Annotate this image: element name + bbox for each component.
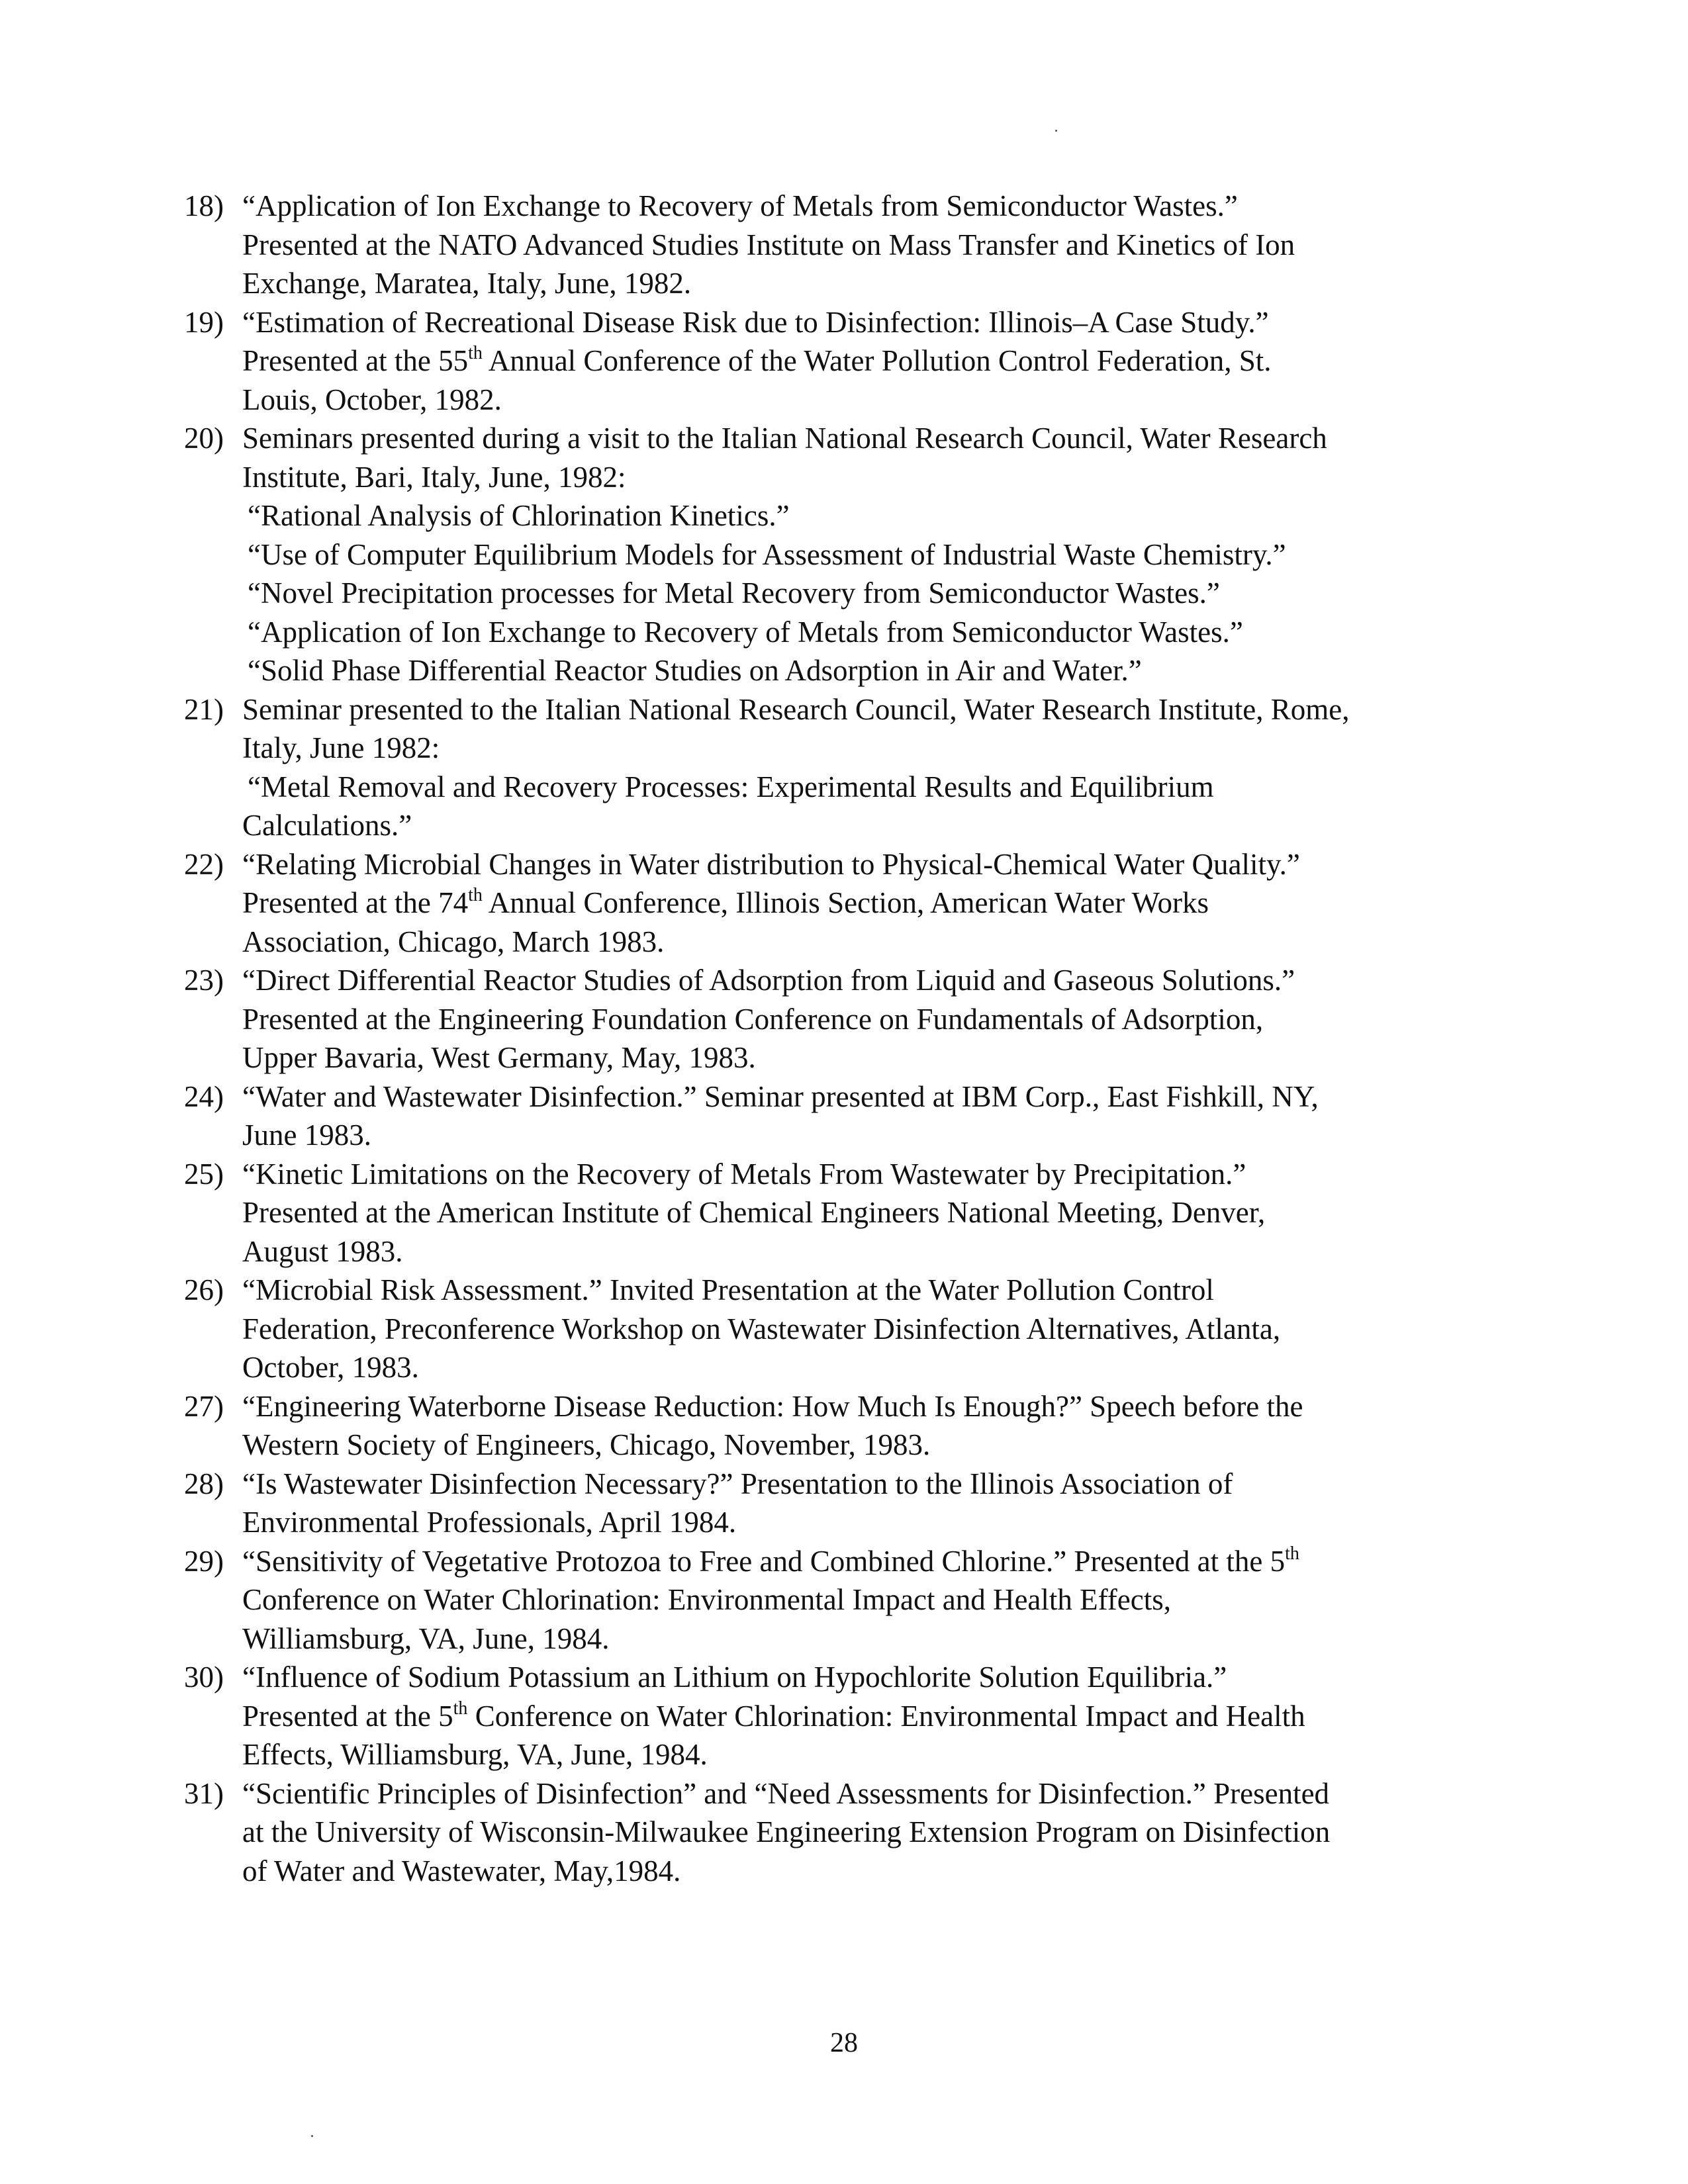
text-segment: “Sensitivity of Vegetative Protozoa to Free and Combined Chlorine.” Presented at the 5 (242, 1544, 1286, 1578)
item-number: 25) (184, 1157, 224, 1191)
superscript: th (1285, 1543, 1299, 1564)
item-text-line: Upper Bavaria, West Germany, May, 1983. (242, 1041, 756, 1074)
text-segment: Presented at the 74 (242, 886, 469, 919)
item-text-line: Louis, October, 1982. (242, 383, 502, 416)
list-item (184, 961, 1495, 1077)
seminar-title: “Use of Computer Equilibrium Models for Assessment of Industrial Waste Chemistry.” (248, 537, 1286, 571)
item-text-line: “Application of Ion Exchange to Recovery of Metals from Semiconductor Wastes.” (242, 189, 1238, 222)
list-item (184, 1465, 1495, 1542)
superscript: th (453, 1698, 468, 1719)
seminar-title: “Metal Removal and Recovery Processes: Experimental Results and Equilibrium (248, 770, 1214, 803)
item-text-line: Presented at the NATO Advanced Studies Institute on Mass Transfer and Kinetics of Ion (242, 228, 1295, 261)
text-segment: Presented at the 55 (242, 344, 469, 377)
item-text-line: Association, Chicago, March 1983. (242, 925, 665, 958)
item-text-line: “Influence of Sodium Potassium an Lithium on Hypochlorite Solution Equilibria.” (242, 1661, 1227, 1694)
list-item (184, 419, 1495, 690)
item-text-line: Calculations.” (242, 809, 412, 842)
item-text-line: “Engineering Waterborne Disease Reduction: How Much Is Enough?” Speech before the (242, 1389, 1303, 1423)
list-item (184, 1542, 1495, 1659)
item-text-line: Presented at the American Institute of Chemical Engineers National Meeting, Denver, (242, 1196, 1266, 1229)
item-text-line: Western Society of Engineers, Chicago, November, 1983. (242, 1428, 931, 1461)
item-number: 26) (184, 1273, 224, 1306)
item-text-line: June 1983. (242, 1118, 371, 1152)
text-segment: Annual Conference of the Water Pollution Control Federation, St. (482, 344, 1272, 377)
item-text-line (242, 341, 1495, 381)
publication-list (184, 187, 1495, 1890)
item-text-line: Williamsburg, VA, June, 1984. (242, 1621, 610, 1655)
seminar-title-list (242, 496, 1495, 690)
item-number: 30) (184, 1661, 224, 1694)
item-text-line: Effects, Williamsburg, VA, June, 1984. (242, 1738, 708, 1771)
item-number: 21) (184, 692, 224, 726)
item-text-line (242, 884, 1495, 923)
item-text-line: “Microbial Risk Assessment.” Invited Presentation at the Water Pollution Control (242, 1273, 1214, 1306)
seminar-title: “Solid Phase Differential Reactor Studies on Adsorption in Air and Water.” (248, 654, 1142, 687)
item-text-line (242, 1542, 1495, 1581)
item-text-line: at the University of Wisconsin-Milwaukee Engineering Extension Program on Disinfection (242, 1815, 1331, 1848)
item-text-line: “Scientific Principles of Disinfection” and “Need Assessments for Disinfection.” Presented (242, 1776, 1330, 1810)
seminar-title: “Novel Precipitation processes for Metal Recovery from Semiconductor Wastes.” (248, 576, 1220, 610)
item-number: 20) (184, 422, 224, 455)
item-number: 24) (184, 1079, 224, 1113)
list-item (184, 1387, 1495, 1465)
item-text-line: “Kinetic Limitations on the Recovery of Metals From Wastewater by Precipitation.” (242, 1157, 1246, 1191)
list-item (184, 690, 1495, 845)
item-text-line: August 1983. (242, 1234, 403, 1268)
superscript: th (468, 885, 483, 905)
item-text-line: of Water and Wastewater, May,1984. (242, 1854, 681, 1888)
item-text-line: Institute, Bari, Italy, June, 1982: (242, 460, 626, 494)
list-item (184, 845, 1495, 962)
list-item (184, 1658, 1495, 1774)
text-segment: Presented at the 5 (242, 1699, 453, 1733)
item-text-line: Environmental Professionals, April 1984. (242, 1506, 737, 1539)
item-text-line: “Water and Wastewater Disinfection.” Seminar presented at IBM Corp., East Fishkill, NY, (242, 1079, 1319, 1113)
item-text-line: “Is Wastewater Disinfection Necessary?” Presentation to the Illinois Association of (242, 1467, 1233, 1500)
item-text-line: Conference on Water Chlorination: Environmental Impact and Health Effects, (242, 1583, 1171, 1616)
text-segment: Annual Conference, Illinois Section, American Water Works (482, 886, 1209, 919)
item-text-line: Exchange, Maratea, Italy, June, 1982. (242, 267, 692, 300)
item-number: 28) (184, 1467, 224, 1500)
item-text-line: “Direct Differential Reactor Studies of Adsorption from Liquid and Gaseous Solutions.” (242, 964, 1295, 997)
item-number: 23) (184, 964, 224, 997)
superscript: th (468, 343, 483, 363)
list-item (184, 1155, 1495, 1271)
item-text-line: Federation, Preconference Workshop on Wastewater Disinfection Alternatives, Atlanta, (242, 1312, 1281, 1345)
seminar-title: “Rational Analysis of Chlorination Kinetics.” (248, 499, 790, 532)
item-text-line: Seminar presented to the Italian National Research Council, Water Research Institute, Rome, (242, 692, 1350, 726)
list-item (184, 187, 1495, 303)
item-number: 27) (184, 1389, 224, 1423)
item-text-line: Seminars presented during a visit to the Italian National Research Council, Water Research (242, 422, 1327, 455)
scan-speck (311, 2135, 313, 2137)
seminar-title: “Application of Ion Exchange to Recovery of Metals from Semiconductor Wastes.” (248, 615, 1243, 649)
item-number: 31) (184, 1776, 224, 1810)
item-text-line: “Relating Microbial Changes in Water distribution to Physical-Chemical Water Quality.” (242, 847, 1300, 881)
item-number: 29) (184, 1544, 224, 1578)
item-number: 22) (184, 847, 224, 881)
item-text-line: October, 1983. (242, 1351, 419, 1384)
text-segment: Conference on Water Chlorination: Environmental Impact and Health (467, 1699, 1305, 1733)
item-text-line: Italy, June 1982: (242, 731, 440, 764)
list-item (184, 1774, 1495, 1891)
item-text-line: Presented at the Engineering Foundation Conference on Fundamentals of Adsorption, (242, 1002, 1264, 1036)
page-number: 28 (830, 2028, 858, 2058)
list-item (184, 1271, 1495, 1387)
scan-speck (1055, 130, 1057, 132)
item-number: 19) (184, 305, 224, 339)
item-number: 18) (184, 189, 224, 222)
item-text-line (242, 1697, 1495, 1736)
list-item (184, 1077, 1495, 1155)
item-text-line: “Estimation of Recreational Disease Risk due to Disinfection: Illinois–A Case Study.” (242, 305, 1269, 339)
list-item (184, 303, 1495, 420)
